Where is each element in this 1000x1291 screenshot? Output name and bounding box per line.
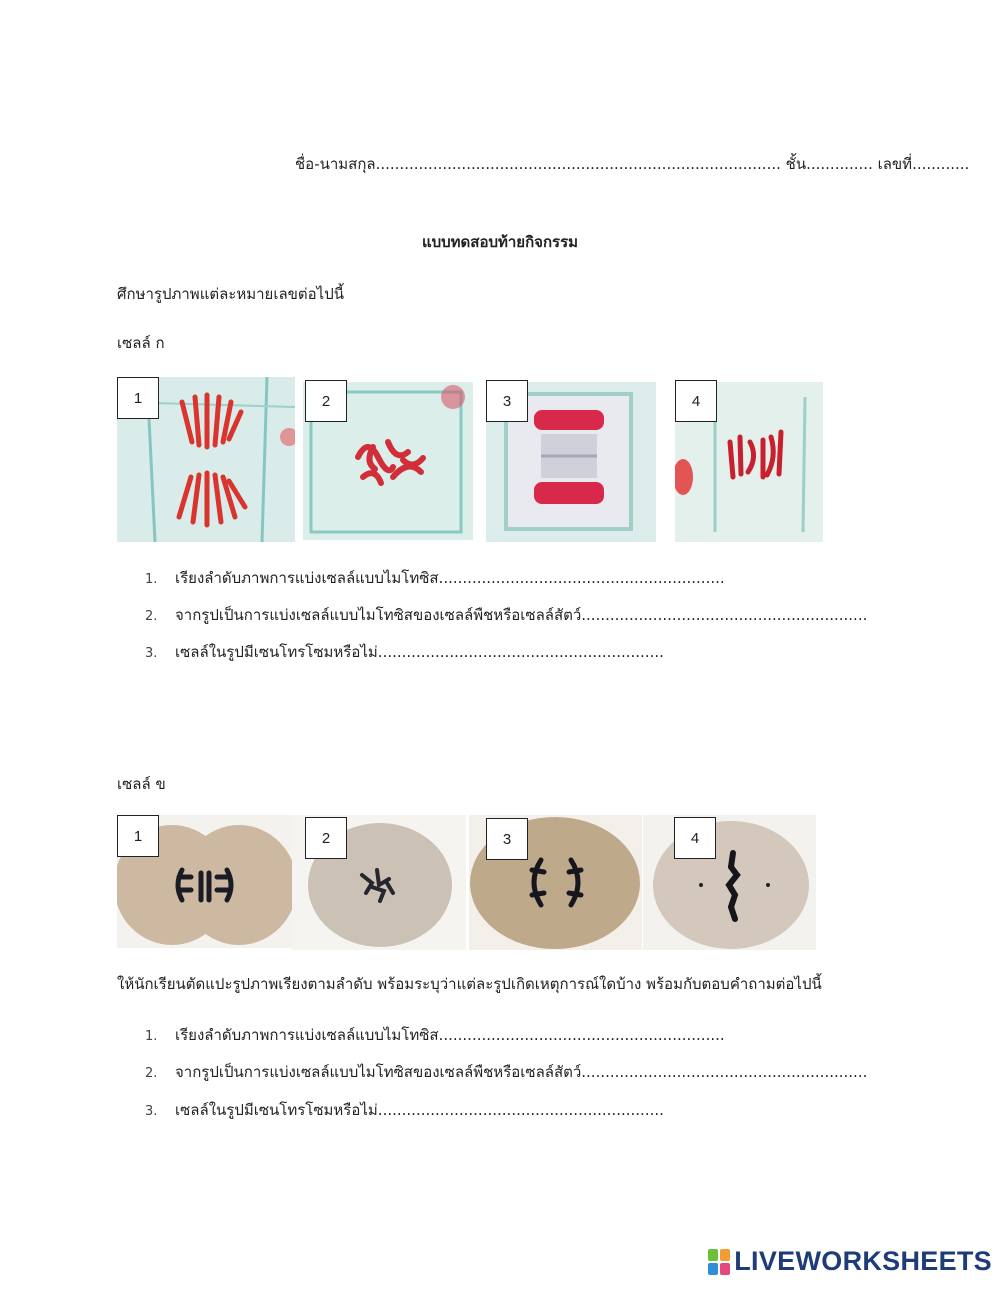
section-b-question-1[interactable] — [145, 1023, 725, 1047]
question-number: 1. — [145, 572, 158, 587]
section-b-question-2[interactable] — [145, 1060, 867, 1084]
question-text: จากรูปเป็นการแบ่งเซลล์แบบไมโทซิสของเซลล์พืชหรือเซลล์สัตว์............................................................ — [175, 606, 868, 624]
question-number: 3. — [145, 646, 158, 661]
page-title: แบบทดสอบท้ายกิจกรรม — [421, 233, 579, 251]
question-number: 2. — [145, 1066, 158, 1081]
section-a-question-1[interactable] — [145, 566, 725, 590]
cell-a-label-2: 2 — [305, 380, 347, 422]
cell-a-label-3: 3 — [486, 380, 528, 422]
section-b-question-3[interactable] — [145, 1098, 664, 1122]
section-a-heading: เซลล์ ก — [117, 334, 165, 352]
logo-text: LIVEWORKSHEETS — [734, 1246, 992, 1276]
cell-a-label-4: 4 — [675, 380, 717, 422]
question-text: จากรูปเป็นการแบ่งเซลล์แบบไมโทซิสของเซลล์พืชหรือเซลล์สัตว์............................................................ — [175, 1063, 868, 1081]
cell-b-label-1: 1 — [117, 815, 159, 857]
question-text: เซลล์ในรูปมีเซนโทรโซมหรือไม่............................................................ — [175, 643, 664, 661]
section-a-question-2[interactable] — [145, 603, 867, 627]
question-text: เซลล์ในรูปมีเซนโทรโซมหรือไม่............................................................ — [175, 1101, 664, 1119]
question-number: 2. — [145, 609, 158, 624]
question-text: เรียงลำดับภาพการแบ่งเซลล์แบบไมโทซิส............................................................ — [175, 1026, 725, 1044]
question-number: 1. — [145, 1029, 158, 1044]
logo-icon — [708, 1249, 730, 1275]
student-info-line[interactable]: ชื่อ-นามสกุล..................................................................................... ชั้น.............. เลขที่............ — [295, 155, 970, 173]
section-a-question-3[interactable] — [145, 640, 664, 664]
section-b-heading: เซลล์ ข — [117, 775, 166, 793]
cell-a-label-1: 1 — [117, 377, 159, 419]
cell-b-label-3: 3 — [486, 818, 528, 860]
cell-b-image-4 — [643, 815, 816, 950]
question-text: เรียงลำดับภาพการแบ่งเซลล์แบบไมโทซิส............................................................ — [175, 569, 725, 587]
section-b-instruction: ให้นักเรียนตัดแปะรูปภาพเรียงตามลำดับ พร้อมระบุว่าแต่ละรูปเกิดเหตุการณ์ใดบ้าง พร้อมกับตอบคำถามต่อไปนี้ — [117, 975, 822, 993]
intro-text: ศึกษารูปภาพแต่ละหมายเลขต่อไปนี้ — [117, 285, 344, 303]
liveworksheets-logo[interactable] — [708, 1246, 992, 1277]
cell-b-label-4: 4 — [674, 817, 716, 859]
cell-b-label-2: 2 — [305, 817, 347, 859]
question-number: 3. — [145, 1104, 158, 1119]
